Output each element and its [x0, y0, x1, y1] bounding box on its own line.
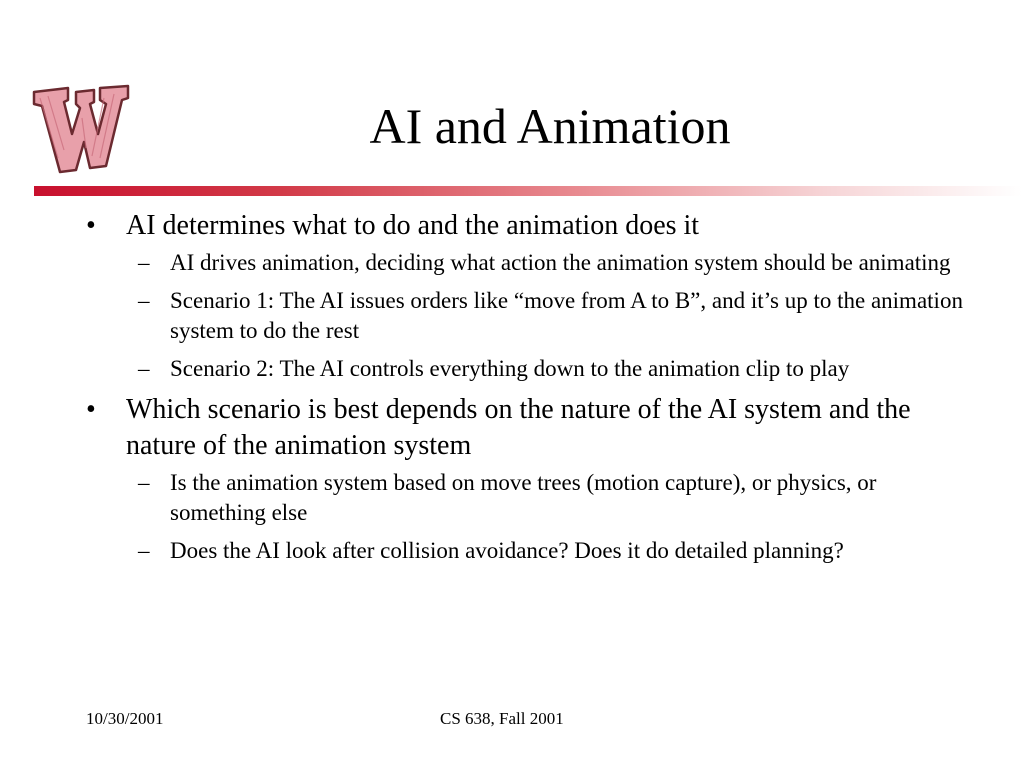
title-divider	[34, 186, 1022, 196]
sub-bullet-text: Scenario 1: The AI issues orders like “move from A to B”, and it’s up to the animation system to do the rest	[170, 288, 963, 343]
sub-bullet-marker: –	[138, 470, 150, 495]
sub-bullet-text: Scenario 2: The AI controls everything down to the animation clip to play	[170, 356, 850, 381]
sub-bullet-marker: –	[138, 288, 150, 313]
slide-title: AI and Animation	[369, 98, 731, 154]
sub-bullet-marker: –	[138, 538, 150, 563]
sub-bullet-item	[80, 536, 970, 566]
sub-bullet-item	[80, 354, 970, 384]
bullet-item	[80, 208, 970, 244]
footer-date: 10/30/2001	[86, 709, 164, 728]
sub-bullet-marker: –	[138, 250, 150, 275]
sub-bullet-marker: –	[138, 356, 150, 381]
bullet-marker: •	[86, 394, 96, 425]
sub-bullet-text: AI drives animation, deciding what action the animation system should be animating	[170, 250, 951, 275]
sub-bullet-item	[80, 468, 970, 528]
sub-bullet-item	[80, 286, 970, 346]
w-logo-icon	[28, 78, 132, 176]
sub-bullet-text: Does the AI look after collision avoidance? Does it do detailed planning?	[170, 538, 844, 563]
sub-bullet-text: Is the animation system based on move trees (motion capture), or physics, or something else	[170, 470, 877, 525]
slide-content	[80, 208, 970, 574]
bullet-group-1	[80, 208, 970, 384]
bullet-group-2	[80, 392, 970, 566]
bullet-text: Which scenario is best depends on the nature of the AI system and the nature of the animation system	[126, 394, 911, 461]
bullet-item	[80, 392, 970, 464]
bullet-text: AI determines what to do and the animation does it	[126, 210, 700, 241]
bullet-marker: •	[86, 210, 96, 241]
sub-bullet-item	[80, 248, 970, 278]
footer-course: CS 638, Fall 2001	[440, 709, 564, 728]
